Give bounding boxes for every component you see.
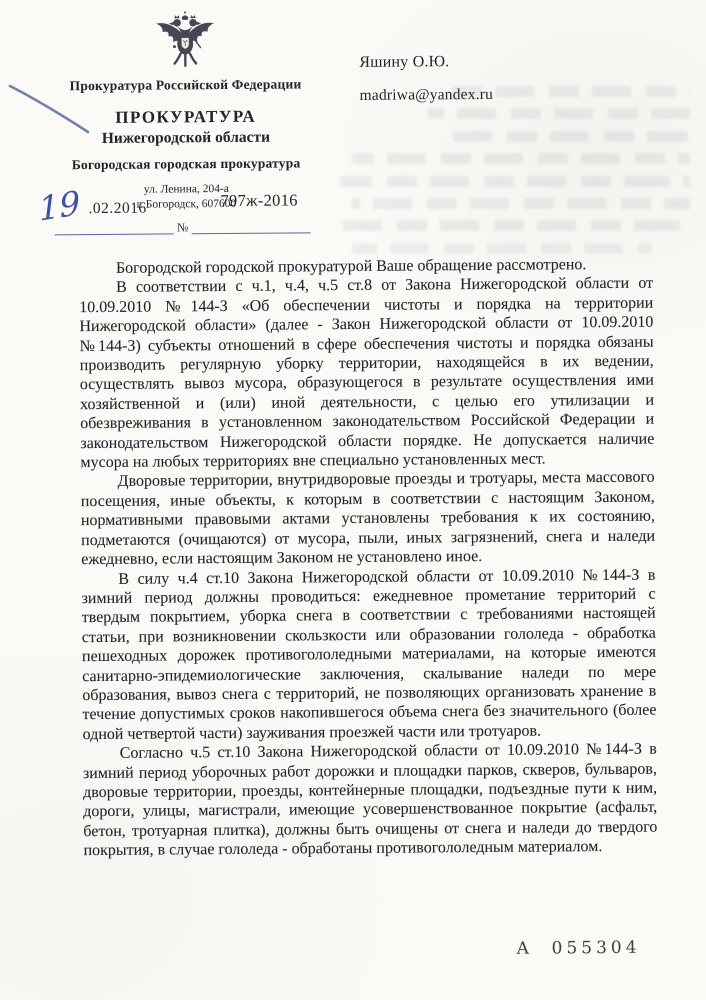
line-segment: [55, 220, 174, 235]
form-serial-number: А 055304: [516, 937, 641, 959]
typed-date: .02.2016: [88, 199, 147, 218]
recipient-block: [359, 53, 493, 105]
org-name-line2: Нижегородской области: [101, 128, 271, 147]
recipient-email: madriwa@yandex.ru: [359, 85, 494, 104]
coat-of-arms-icon: [35, 8, 335, 74]
federal-title: Прокуратура Российской Федерации: [69, 76, 302, 94]
paragraph-5: Согласно ч.5 ст.10 Закона Нижегородской области от 10.09.2010 №144-З в зимний период уборочных работ дорожки и площадки парков, скверов, бульваров, дворовые территории, проезды, контейнерные площадки, подъездные пути к ним, дороги, улицы, магистрали, имеющие усовершенствованное покрытие (асфальт, бетон, тротуарная плитка), должны быть очищены от снега и наледи до твердого покрытия, в случае гололеда - обработаны противогололедным материалом.: [82, 740, 658, 860]
letter-body: [79, 255, 658, 861]
handwritten-date-day: 19: [37, 182, 82, 229]
address-line2: г. Богородск, 607600: [136, 197, 237, 211]
paragraph-4: В силу ч.4 ст.10 Закона Нижегородской области от 10.09.2010 №144-З в зимний период должны проводиться: ежедневное прометание территорий с твердым покрытием, уборка снега в соответствии с требованиями настоящей статьи, при возникновении скользкости или образовании гололеда - обработка пешеходных дорожек противогололедными материалами, на которые имеются санитарно-эпидемиологические заключения, скалывание наледи по мере образования, вывоз снега с территорий, не позволяющих организовать хранение в течение допустимых сроков накопившегося объема снега без значительного (более одной четвертой части) зауживания проезжей части или тротуаров.: [81, 566, 657, 743]
paragraph-3: Дворовые территории, внутридворовые проезды и тротуары, места массового посещения, иные объекты, к которым в соответствии с настоящим Законом, нормативными правовыми актами установлены требования к их состоянию, подметаются (очищаются) от мусора, пыли, иных загрязнений, снега и наледи ежедневно, если настоящим Законом не установлено иное.: [80, 469, 656, 569]
line-segment: [191, 219, 310, 234]
org-name-line1: ПРОКУРАТУРА: [115, 106, 257, 127]
division-name: Богородская городская прокуратура: [71, 155, 301, 173]
address-line1: ул. Ленина, 204-а: [143, 182, 229, 196]
paragraph-2: В соответствии с ч.1, ч.4, ч.5 ст.8 от Закона Нижегородской области от 10.09.2010 №144-З «Об обеспечении чистоты и порядка на территории Нижегородской области» (далее - Закон Нижегородской области от 10.09.2010 №144-З) субъекты отношений в сфере обеспечения чистоты и порядка обязаны производить регулярную уборку территории, находящейся в их ведении, осуществлять вывоз мусора, образующегося в результате осуществления ими хозяйственной и (или) иной деятельности, с целью его утилизации и обезвреживания в установленном законодательством Российской Федерации и законодательством Нижегородской области порядке. Не допускается наличие мусора на любых территориях вне специально установленных мест.: [79, 275, 655, 472]
paragraph-1: Богородской городской прокуратурой Ваше обращение рассмотрено.: [115, 256, 587, 277]
recipient-name: Яшину О.Ю.: [359, 53, 450, 71]
letterhead: [35, 8, 337, 213]
number-sign: №: [176, 220, 189, 235]
number-line: [55, 218, 311, 235]
document-number: 797ж-2016: [220, 190, 298, 211]
